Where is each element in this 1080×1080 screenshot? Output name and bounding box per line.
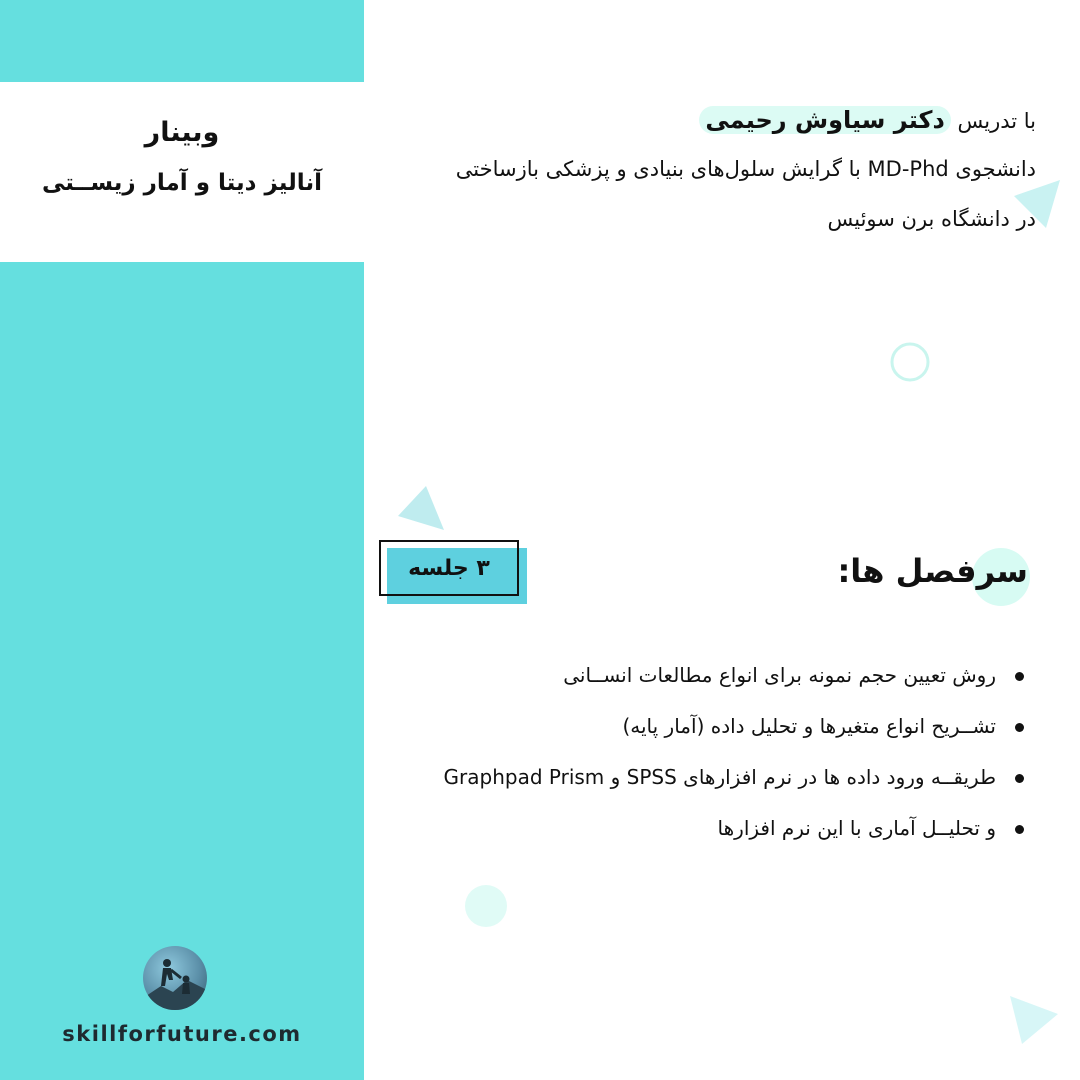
topic-text: روش تعیین حجم نمونه برای انواع مطالعات انســانی: [563, 663, 996, 687]
ring-decoration: [888, 340, 932, 384]
instructor-prefix: با تدریس: [957, 109, 1036, 133]
list-item: [444, 709, 1024, 760]
sessions-badge: ۳ جلسه: [379, 540, 519, 596]
instructor-name: دکتر سیاوش رحیمی: [699, 106, 950, 134]
logo-icon: [143, 946, 207, 1010]
instructor-line: [699, 106, 1036, 134]
instructor-degree: دانشجوی MD-Phd با گرایش سلول‌های بنیادی و پزشکی بازساختی: [455, 157, 1036, 181]
webinar-label: وبینار: [144, 117, 220, 148]
triangle-decoration-mid: [396, 484, 446, 532]
title-card: [0, 82, 364, 262]
topic-text: تشــریح انواع متغیرها و تحلیل داده (آمار پایه): [622, 714, 996, 738]
circle-decoration-bottom: [464, 884, 508, 928]
instructor-university: در دانشگاه برن سوئیس: [827, 207, 1036, 231]
website-link[interactable]: skillforfuture.com: [62, 1022, 302, 1046]
topics-title: سرفصل ها:: [837, 552, 1028, 590]
bullet-dot: [1015, 774, 1024, 783]
triangle-decoration-bottom-right: [1006, 994, 1060, 1046]
topic-text: و تحلیــل آماری با این نرم افزارها: [717, 816, 996, 840]
bullet-dot: [1015, 723, 1024, 732]
bullet-dot: [1015, 825, 1024, 834]
topic-text: طریقــه ورود داده ها در نرم افزارهای SPSS و Graphpad Prism: [443, 765, 996, 789]
topics-list: [444, 658, 1024, 862]
list-item: [444, 760, 1024, 811]
list-item: [444, 811, 1024, 862]
webinar-title: آنالیز دیتا و آمار زیســتی: [42, 170, 322, 196]
left-panel: [0, 0, 364, 1080]
list-item: [444, 658, 1024, 709]
bullet-dot: [1015, 672, 1024, 681]
